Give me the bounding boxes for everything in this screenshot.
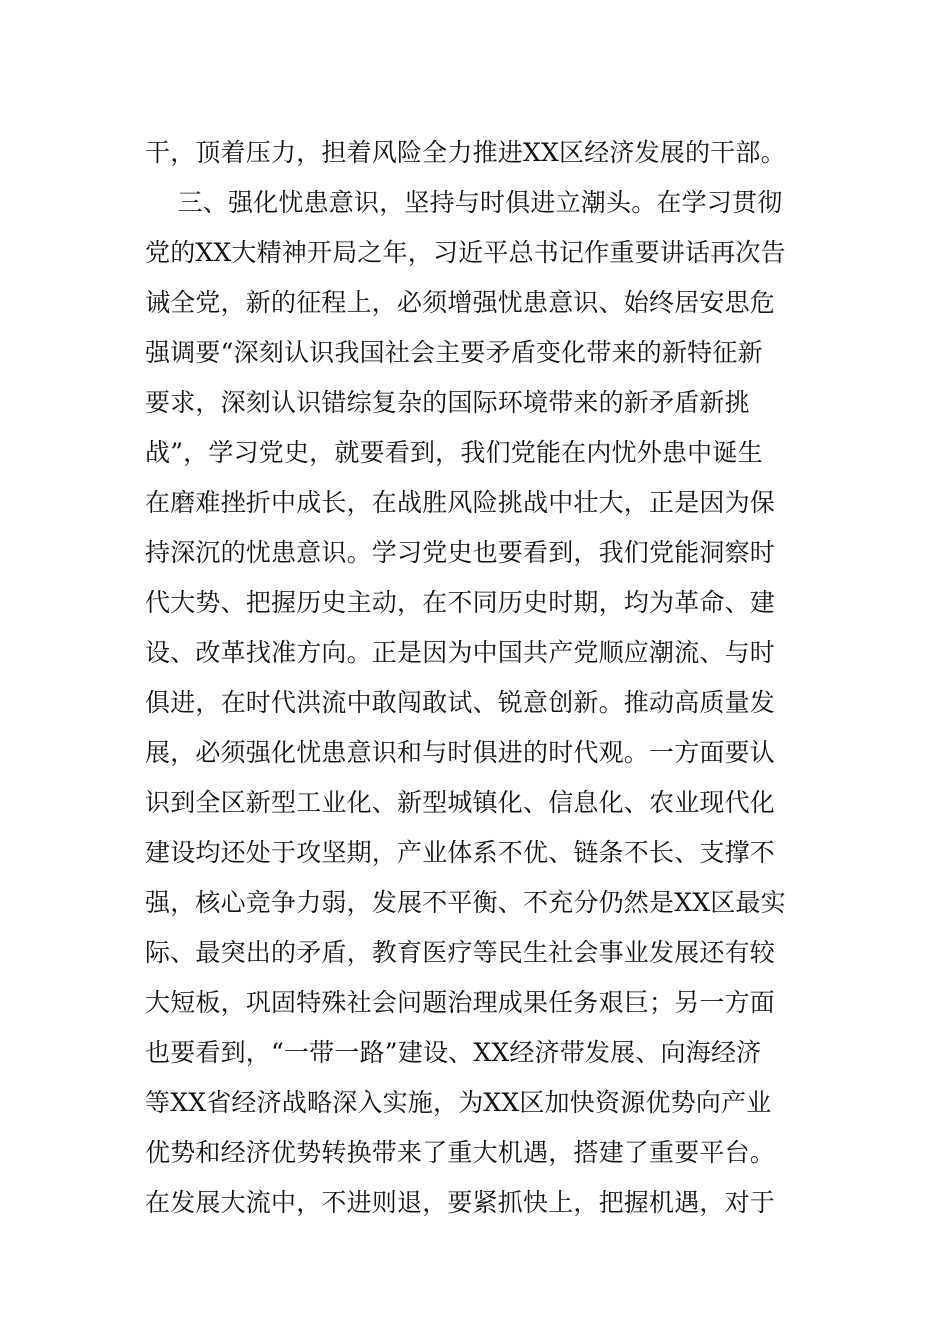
text-line: 强调要“深刻认识我国社会主要矛盾变化带来的新特征新 [145, 338, 763, 367]
text-line: 际、最突出的矛盾，教育医疗等民生社会事业发展还有较 [145, 938, 776, 967]
text-line: 在磨难挫折中成长，在战胜风险挑战中壮大，正是因为保 [145, 488, 776, 517]
text-line: 持深沉的忧患意识。学习党史也要看到，我们党能洞察时 [145, 538, 776, 567]
text-line: 也要看到，“一带一路”建设、XX经济带发展、向海经济 [145, 1038, 762, 1067]
text-line: 设、改革找准方向。正是因为中国共产党顺应潮流、与时 [145, 638, 776, 667]
text-line: 识到全区新型工业化、新型城镇化、信息化、农业现代化 [145, 788, 776, 817]
text-line: 优势和经济优势转换带来了重大机遇，搭建了重要平台。 [145, 1138, 776, 1167]
text-line: 要求，深刻认识错综复杂的国际环境带来的新矛盾新挑 [145, 388, 750, 417]
text-line: 建设均还处于攻坚期，产业体系不优、链条不长、支撑不 [145, 838, 776, 867]
text-line: 在发展大流中，不进则退，要紧抓快上，把握机遇，对于 [145, 1188, 776, 1217]
text-line: 大短板，巩固特殊社会问题治理成果任务艰巨；另一方面 [145, 988, 776, 1017]
text-line: 代大势、把握历史主动，在不同历史时期，均为革命、建 [145, 588, 776, 617]
text-line: 诫全党，新的征程上，必须增强忧患意识、始终居安思危 [145, 288, 776, 317]
text-line: 强，核心竞争力弱，发展不平衡、不充分仍然是XX区最实 [145, 888, 786, 917]
text-line: 俱进，在时代洪流中敢闯敢试、锐意创新。推动高质量发 [145, 688, 776, 717]
text-line: 展，必须强化忧患意识和与时俱进的时代观。一方面要认 [145, 738, 776, 767]
text-line: 干，顶着压力，担着风险全力推进XX区经济发展的干部。 [145, 138, 786, 167]
text-line: 党的XX大精神开局之年，习近平总书记作重要讲话再次告 [145, 238, 786, 267]
text-line: 战”，学习党史，就要看到，我们党能在内忧外患中诞生 [145, 438, 763, 467]
body-text [145, 128, 810, 1228]
text-line: 等XX省经济战略深入实施，为XX区加快资源优势向产业 [145, 1088, 772, 1117]
text-line: 三、强化忧患意识，坚持与时俱进立潮头。在学习贯彻 [145, 188, 783, 217]
